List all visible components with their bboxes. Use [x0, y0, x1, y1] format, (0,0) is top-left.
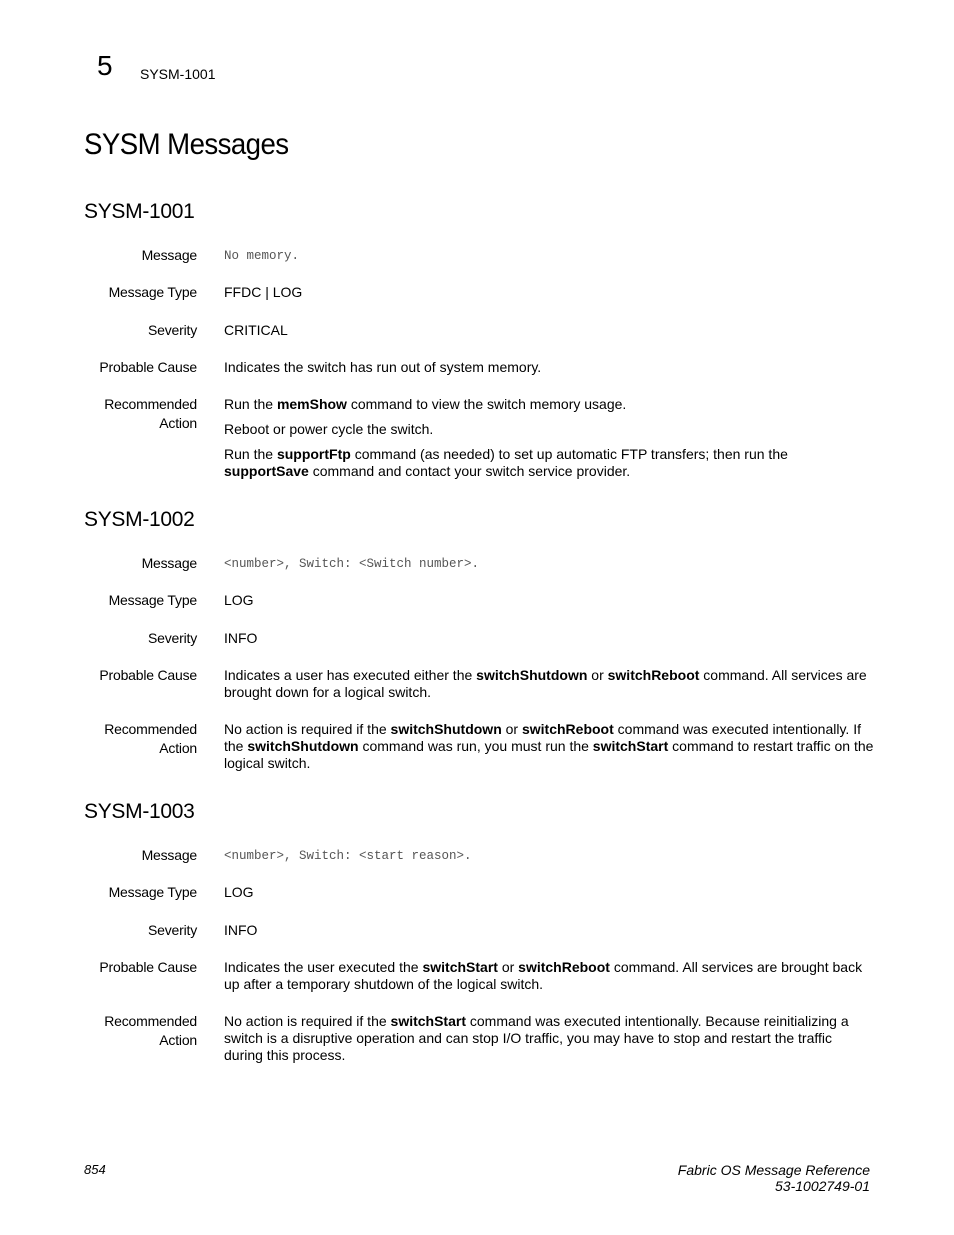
label-recommended: Recommended	[104, 396, 197, 412]
label-action: Action	[159, 1032, 197, 1048]
command-name: switchReboot	[518, 959, 610, 975]
recommended-action-text: No action is required if the switchStart command was executed intentionally. Because reinitializing a switch is a disruptive operation and can stop I/O traffic, you may have to stop and restart the traffic during this process.	[224, 1013, 849, 1063]
label-message: Message	[141, 555, 197, 571]
label-message-type: Message Type	[108, 884, 197, 900]
action-paragraph: Run the memShow command to view the switch memory usage.	[224, 396, 627, 412]
label-message-type: Message Type	[108, 592, 197, 608]
probable-cause-text: Indicates the switch has run out of system memory.	[224, 359, 542, 375]
page-number: 854	[84, 1162, 106, 1177]
label-message: Message	[141, 247, 197, 263]
command-name: supportSave	[224, 463, 309, 479]
message-type-value: LOG	[224, 592, 254, 608]
label-recommended-action	[60, 720, 197, 758]
document-title: Fabric OS Message Reference	[677, 1162, 870, 1178]
command-name: switchStart	[390, 1013, 466, 1029]
label-probable-cause: Probable Cause	[99, 959, 197, 975]
label-severity: Severity	[148, 922, 197, 938]
label-probable-cause: Probable Cause	[99, 667, 197, 683]
message-text: <number>, Switch: <start reason>.	[224, 849, 472, 863]
command-name: switchStart	[422, 959, 498, 975]
chapter-number: 5	[97, 50, 113, 81]
command-name: switchStart	[592, 738, 669, 754]
message-type-value: LOG	[224, 884, 254, 900]
command-name: switchShutdown	[476, 667, 588, 683]
label-severity: Severity	[148, 322, 197, 338]
section-title: SYSM-1002	[84, 508, 195, 531]
label-recommended-action	[60, 1012, 197, 1050]
command-name: memShow	[276, 396, 347, 412]
label-message-type: Message Type	[108, 284, 197, 300]
label-recommended: Recommended	[104, 1013, 197, 1029]
command-name: supportFtp	[276, 446, 351, 462]
message-type-value: FFDC | LOG	[224, 284, 303, 300]
command-name: switchReboot	[607, 667, 700, 683]
severity-value: INFO	[224, 630, 258, 646]
message-text: No memory.	[224, 249, 300, 263]
label-severity: Severity	[148, 630, 197, 646]
action-paragraph: Run the supportFtp command (as needed) to set up automatic FTP transfers; then run the supportSave command and contact your switch service provider.	[224, 446, 788, 479]
command-name: switchShutdown	[247, 738, 359, 754]
label-recommended: Recommended	[104, 721, 197, 737]
severity-value: CRITICAL	[224, 322, 288, 338]
recommended-action-text	[224, 396, 874, 488]
chapter-running-head: SYSM-1001	[140, 66, 216, 82]
page-title: SYSM Messages	[84, 128, 289, 161]
action-paragraph: Reboot or power cycle the switch.	[224, 421, 434, 437]
command-name: switchShutdown	[390, 721, 502, 737]
command-name: switchReboot	[521, 721, 614, 737]
section-title: SYSM-1003	[84, 800, 195, 823]
label-message: Message	[141, 847, 197, 863]
severity-value: INFO	[224, 922, 258, 938]
probable-cause-text: Indicates the user executed the switchStart or switchReboot command. All services are brought back up after a temporary shutdown of the logical switch.	[224, 959, 863, 992]
section-title: SYSM-1001	[84, 200, 195, 223]
label-probable-cause: Probable Cause	[99, 359, 197, 375]
document-footer	[678, 1162, 870, 1194]
message-text: <number>, Switch: <Switch number>.	[224, 557, 480, 571]
document-number: 53-1002749-01	[775, 1178, 870, 1194]
label-action: Action	[159, 415, 197, 431]
label-recommended-action	[60, 395, 197, 433]
recommended-action-text: No action is required if the switchShutdown or switchReboot command was executed intentionally. If the switchShutdown command was run, you must run the switchStart command to restart traffic on the logical switch.	[224, 721, 874, 771]
probable-cause-text: Indicates a user has executed either the switchShutdown or switchReboot command. All services are brought down for a logical switch.	[224, 667, 867, 700]
label-action: Action	[159, 740, 197, 756]
